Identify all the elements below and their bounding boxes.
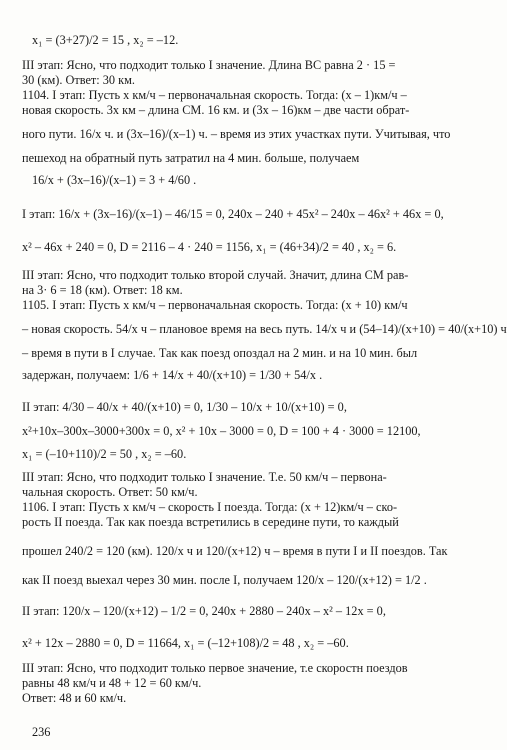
text-line: Ответ: 48 и 60 км/ч.: [22, 691, 127, 705]
text-line: рость II поезда. Так как поезда встретились в середине пути, то каждый: [22, 515, 399, 529]
text-line: III этап: Ясно, что подходит только I значение. Т.е. 50 км/ч – первона-: [22, 470, 387, 484]
text-line: прошел 240/2 = 120 (км). 120/x ч и 120/(x+12) ч – время в пути I и II поездов. Так: [22, 544, 448, 558]
text-line: 1104. I этап: Пусть x км/ч – первоначальная скорость. Тогда: (x – 1)км/ч –: [22, 88, 407, 102]
text-line: x² + 12x – 2880 = 0, D = 11664, x₁ = (–12+108)/2 = 48 , x₂ = –60.: [22, 636, 349, 650]
text-line: – новая скорость. 54/x ч – плановое время на весь путь. 14/x ч и (54–14)/(x+10) = 40/(x+10) ч: [22, 322, 507, 336]
text-line: 1106. I этап: Пусть x км/ч – скорость I поезда. Тогда: (x + 12)км/ч – ско-: [22, 500, 398, 514]
text-line: III этап: Ясно, что подходит только второй случай. Значит, длина СМ рав-: [22, 268, 409, 282]
text-line: чальная скорость. Ответ: 50 км/ч.: [22, 485, 198, 499]
text-line: II этап: 120/x – 120/(x+12) – 1/2 = 0, 240x + 2880 – 240x – x² – 12x = 0,: [22, 604, 386, 618]
page-number: 236: [32, 725, 51, 739]
text-line: x₁ = (–10+110)/2 = 50 , x₂ = –60.: [22, 447, 187, 461]
text-line: x₁ = (3+27)/2 = 15 , x₂ = –12.: [32, 33, 179, 47]
text-line: – время в пути в I случае. Так как поезд опоздал на 2 мин. и на 10 мин. был: [22, 346, 418, 360]
text-line: как II поезд выехал через 30 мин. после I, получаем 120/x – 120/(x+12) = 1/2 .: [22, 573, 427, 587]
text-line: III этап: Ясно, что подходит только I значение. Длина ВС равна 2 · 15 =: [22, 58, 396, 72]
text-line: новая скорость. 3x км – длина CM. 16 км. и (3x – 16)км – две части обрат-: [22, 103, 410, 117]
text-line: 30 (км). Ответ: 30 км.: [22, 73, 135, 87]
text-line: II этап: 4/30 – 40/x + 40/(x+10) = 0, 1/30 – 10/x + 10/(x+10) = 0,: [22, 400, 347, 414]
text-line: пешеход на обратный путь затратил на 4 мин. больше, получаем: [22, 151, 360, 165]
text-line: I этап: 16/x + (3x–16)/(x–1) – 46/15 = 0, 240x – 240 + 45x² – 240x – 46x² + 46x = 0,: [22, 207, 444, 221]
text-line: x²+10x–300x–3000+300x = 0, x² + 10x – 3000 = 0, D = 100 + 4 · 3000 = 12100,: [22, 424, 421, 438]
text-line: x² – 46x + 240 = 0, D = 2116 – 4 · 240 = 1156, x₁ = (46+34)/2 = 40 , x₂ = 6.: [22, 240, 397, 254]
text-line: равны 48 км/ч и 48 + 12 = 60 км/ч.: [22, 676, 202, 690]
equation-line: 16/x + (3x–16)/(x–1) = 3 + 4/60 .: [32, 173, 197, 187]
text-line: 1105. I этап: Пусть x км/ч – первоначальная скорость. Тогда: (x + 10) км/ч: [22, 298, 408, 312]
text-line: III этап: Ясно, что подходит только первое значение, т.е скоростн поездов: [22, 661, 408, 675]
text-line: задержан, получаем: 1/6 + 14/x + 40/(x+10) = 1/30 + 54/x .: [22, 368, 323, 382]
text-line: на 3· 6 = 18 (км). Ответ: 18 км.: [22, 283, 183, 297]
text-line: ного пути. 16/x ч. и (3x–16)/(x–1) ч. – время из этих участках пути. Учитывая, что: [22, 127, 451, 141]
